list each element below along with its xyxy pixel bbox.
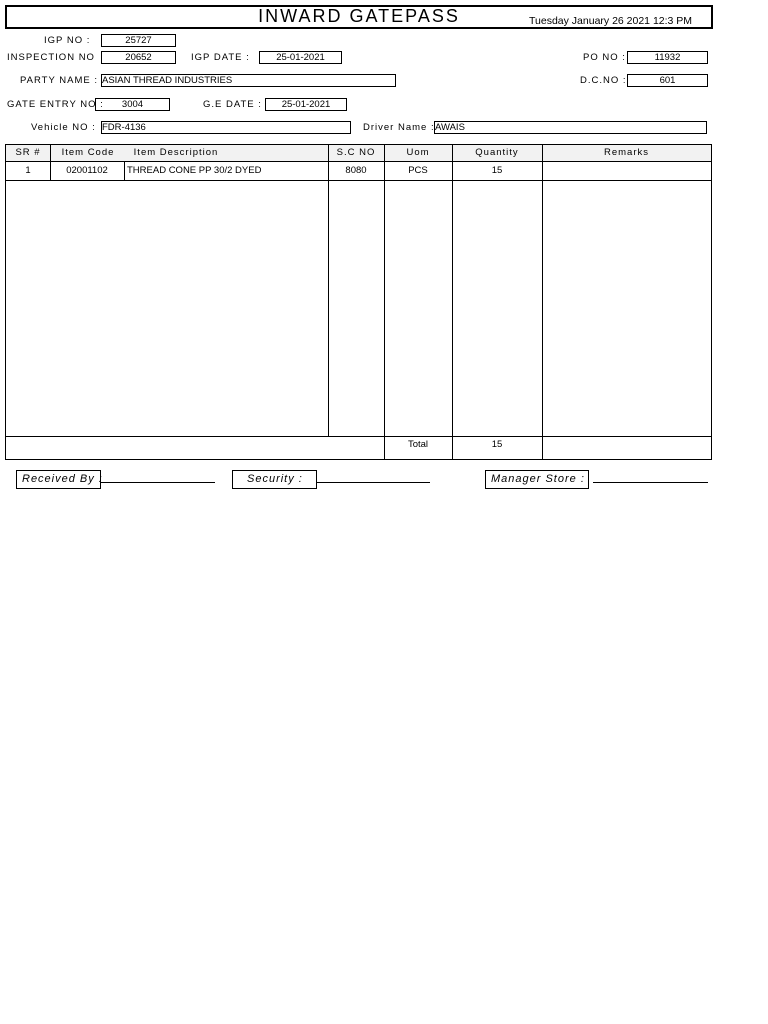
- total-divider: [6, 436, 711, 437]
- cell-uom: PCS: [408, 165, 428, 176]
- page-title: INWARD GATEPASS: [258, 6, 460, 26]
- received-by-label: Received By :: [16, 470, 101, 489]
- row-divider: [6, 180, 711, 181]
- dc-no-label: D.C.NO :: [580, 75, 627, 86]
- igp-date-field: 25-01-2021: [259, 51, 342, 64]
- vehicle-no-label: Vehicle NO :: [31, 122, 96, 133]
- header-quantity: Quantity: [475, 147, 519, 158]
- col-divider: [452, 145, 453, 459]
- header-sr: SR #: [15, 147, 41, 158]
- party-name-label: PARTY NAME :: [20, 75, 98, 86]
- igp-no-label: IGP NO :: [44, 35, 91, 46]
- security-label: Security :: [232, 470, 317, 489]
- cell-item-code: 02001102: [66, 165, 108, 176]
- driver-name-field: AWAIS: [434, 121, 707, 134]
- inspection-no-label: INSPECTION NO: [7, 52, 95, 63]
- cell-quantity: 15: [491, 165, 503, 176]
- print-datetime: Tuesday January 26 2021 12:3 PM: [529, 15, 693, 27]
- header-item-description: Item Description: [133, 147, 219, 158]
- party-name-field: ASIAN THREAD INDUSTRIES: [101, 74, 396, 87]
- col-divider: [384, 145, 385, 459]
- total-label: Total: [407, 439, 429, 450]
- received-by-signature-line: [101, 482, 215, 483]
- cell-item-description: THREAD CONE PP 30/2 DYED: [127, 165, 262, 176]
- po-no-label: PO NO :: [583, 52, 626, 63]
- manager-store-label: Manager Store :: [485, 470, 589, 489]
- col-divider: [328, 145, 329, 436]
- manager-store-signature-line: [593, 482, 708, 483]
- header-sc-no: S.C NO: [336, 147, 376, 158]
- igp-date-label: IGP DATE :: [191, 52, 250, 63]
- items-table: [5, 144, 712, 460]
- header-item-code: Item Code: [61, 147, 115, 158]
- header-remarks: Remarks: [603, 147, 649, 158]
- ge-date-field: 25-01-2021: [265, 98, 347, 111]
- cell-sc-no: 8080: [345, 165, 367, 176]
- vehicle-no-field: FDR-4136: [101, 121, 351, 134]
- cell-remarks: [546, 162, 711, 180]
- ge-date-label: G.E DATE :: [203, 99, 262, 110]
- po-no-field: 11932: [627, 51, 708, 64]
- cell-sr: 1: [25, 165, 31, 176]
- col-divider: [124, 161, 125, 180]
- igp-no-field: 25727: [101, 34, 176, 47]
- security-signature-line: [317, 482, 430, 483]
- dc-no-field: 601: [627, 74, 708, 87]
- total-quantity: 15: [491, 439, 503, 450]
- header-uom: Uom: [406, 147, 430, 158]
- gate-entry-no-field: 3004: [95, 98, 170, 111]
- col-divider: [542, 145, 543, 459]
- driver-name-label: Driver Name :: [363, 122, 435, 133]
- inspection-no-field: 20652: [101, 51, 176, 64]
- gate-entry-no-label: GATE ENTRY NO :: [7, 99, 104, 110]
